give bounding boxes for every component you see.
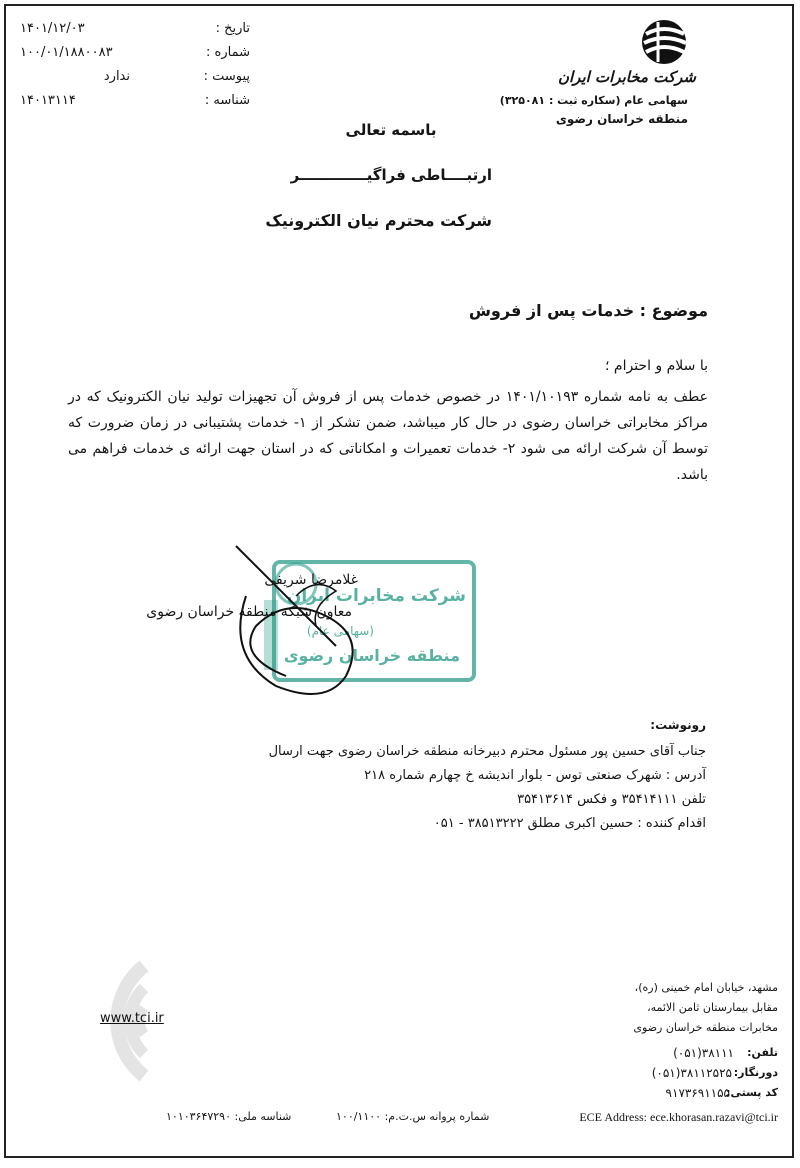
cc-line-2: آدرس : شهرک صنعتی توس - بلوار اندیشه خ چهارم شماره ۲۱۸ (364, 768, 706, 783)
tci-logo-icon (618, 16, 696, 76)
signatory-title: معاون شبکه منطقه خراسان رضوی (146, 604, 352, 620)
footer-fax: (۰۵۱)۳۸۱۱۲۵۲۵ (651, 1066, 732, 1080)
meta-attachment-label: پیوست : (203, 68, 250, 84)
meta-date-value: ۱۴۰۱/۱۲/۰۳ (20, 20, 85, 36)
meta-date-label: تاریخ : (215, 20, 250, 36)
meta-attachment (20, 64, 250, 88)
letter-meta (20, 16, 250, 112)
signature-scribble-icon (216, 536, 376, 716)
cc-line-3: تلفن ۳۵۴۱۴۱۱۱ و فکس ۳۵۴۱۳۶۱۴ (517, 792, 706, 807)
meta-id (20, 88, 250, 112)
footer-phone-label: تلفن: (747, 1046, 778, 1059)
website-link[interactable]: www.tci.ir (100, 1011, 164, 1026)
company-capital: سهامی عام (سکاره ثبت : ۳۲۵۰۸۱) (499, 94, 688, 107)
meta-number-label: شماره : (206, 44, 250, 60)
letter-body: عطف به نامه شماره ۱۴۰۱/۱۰۱۹۳ در خصوص خدمات پس از فروش آن تجهیزات تولید نیان الکترونیک که در مراکز مخابراتی خراسان رضوی در حال کار میباشد، ضمن تشکر از ۱- خدمات پشتیبانی در زمان ضرورت که توسط آن شرکت ارائه می شود ۲- خدمات تعمیرات و امکاناتی که در استان جهت ارائه ی خدمات فراهم می باشد. (68, 389, 708, 483)
stamp-line-3: منطقه خراسان رضوی (283, 646, 460, 665)
footer-address-3: مخابرات منطقه خراسان رضوی (633, 1021, 778, 1034)
meta-date (20, 16, 250, 40)
stamp-line-1: شرکت مخابرات ایران (286, 586, 466, 606)
bismillah: باسمه تعالی (345, 121, 437, 139)
footer-phone: (۰۵۱)۳۸۱۱۱ (673, 1046, 734, 1060)
footer-fax-label: دورنگار: (733, 1066, 778, 1079)
stamp-line-2: (سهامی عام) (306, 624, 374, 638)
cc-heading: رونوشت: (650, 718, 706, 732)
cc-line-1: جناب آقای حسین پور مسئول محترم دبیرخانه منطقه خراسان رضوی جهت ارسال (268, 744, 706, 759)
footer-postal: ۹۱۷۳۶۹۱۱۵۵ (665, 1086, 730, 1100)
footer-address-2: مقابل بیمارستان ثامن الائمه، (647, 1001, 778, 1014)
department-heading: ارتبــــاطی فراگیـــــــــــــر (290, 166, 492, 184)
salutation: با سلام و احترام ؛ (605, 358, 708, 374)
meta-id-label: شناسه : (204, 92, 250, 108)
company-name: شرکت مخابرات ایران (558, 68, 696, 86)
meta-number-value: ۱۰۰/۰۱/۱۸۸۰۰۸۳ (20, 44, 113, 60)
cc-line-4: اقدام کننده : حسین اکبری مطلق ۳۸۵۱۳۲۲۲ - ۰۵۱ (433, 816, 706, 831)
letter-page (4, 4, 794, 1158)
letter-subject: موضوع : خدمات پس از فروش (468, 301, 708, 320)
signatory-name: غلامرضا شریفی (264, 572, 358, 588)
footer-address-1: مشهد، خیابان امام خمینی (ره)، (634, 981, 778, 994)
footer-license: شماره پروانه س.ت.م: ۱۰۰/۱۱۰۰ (336, 1110, 490, 1123)
company-region: منطقه خراسان رضوی (555, 112, 688, 126)
footer-ece-address: ECE Address: ece.khorasan.razavi@tci.ir (579, 1110, 778, 1124)
meta-id-value: ۱۴۰۱۳۱۱۴ (20, 92, 76, 108)
footer-postal-label: کد پستی: (726, 1086, 778, 1099)
addressee: شرکت محترم نیان الکترونیک (265, 211, 492, 230)
meta-number (20, 40, 250, 64)
meta-attachment-value: ندارد (103, 68, 130, 84)
footer-national-id: شناسه ملی: ۱۰۱۰۳۶۴۷۲۹۰ (166, 1110, 292, 1123)
